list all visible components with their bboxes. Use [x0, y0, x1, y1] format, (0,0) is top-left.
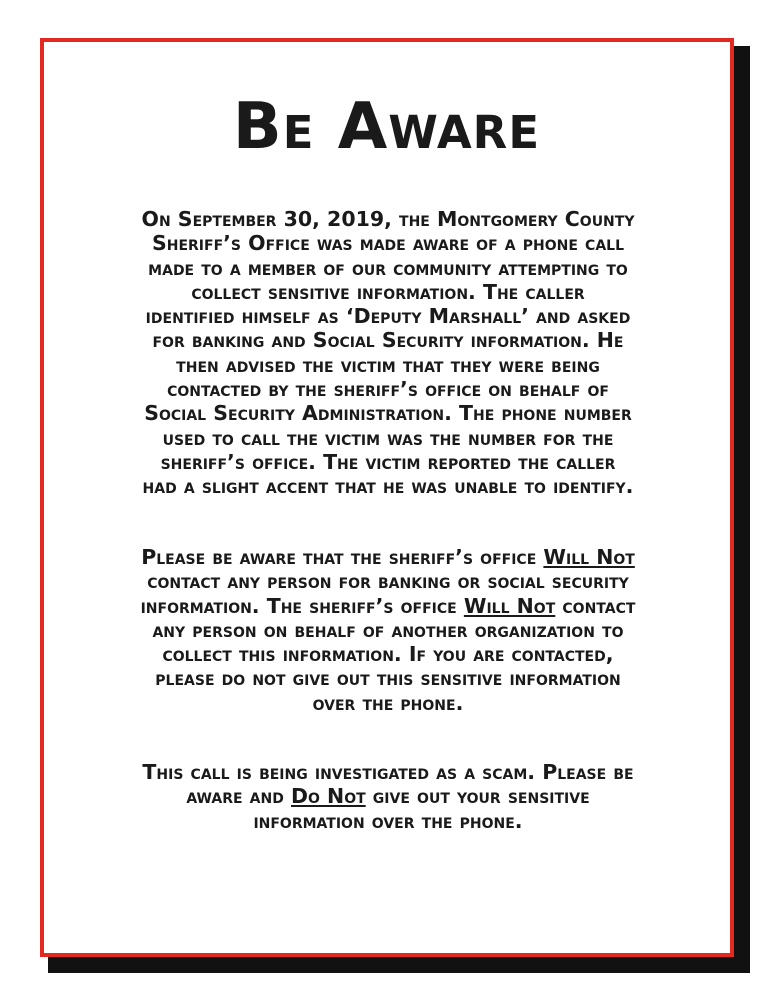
- do-not-emphasis: Do Not: [291, 784, 366, 809]
- paragraph-line: over the phone.: [312, 690, 464, 715]
- paragraph-line: collect this information. If you are contacted,: [162, 642, 614, 667]
- paragraph-line: [78, 594, 698, 618]
- line-text: aware and: [186, 784, 291, 809]
- paragraph-line: contacted by the sheriff’s office on behalf of: [167, 377, 609, 402]
- incident-paragraph: [78, 207, 698, 499]
- notice-title: Be Aware: [232, 90, 541, 164]
- paragraph-line: please do not give out this sensitive information: [155, 666, 621, 691]
- paragraph-line: identified himself as ‘Deputy Marshall’ and asked: [145, 304, 631, 329]
- scam-warning-paragraph: [78, 760, 698, 833]
- paragraph-line: collect sensitive information. The caller: [191, 279, 585, 304]
- paragraph-line: [78, 545, 698, 569]
- paragraph-line: for banking and Social Security information. He: [152, 328, 624, 353]
- paragraph-line: used to call the victim was the number for the: [162, 425, 614, 450]
- line-text: Please be aware that the sheriff’s office: [141, 545, 544, 569]
- line-text: contact: [555, 593, 636, 618]
- paragraph-line: On September 30, 2019, the Montgomery County: [141, 207, 635, 231]
- paragraph-line: any person on behalf of another organization to: [152, 617, 624, 642]
- paragraph-line: [78, 784, 698, 808]
- line-text: information. The sheriff’s office: [140, 593, 464, 618]
- paragraph-line: sheriff’s office. The victim reported the caller: [160, 449, 616, 474]
- paragraph-line: information over the phone.: [253, 808, 523, 833]
- policy-paragraph: [78, 545, 698, 715]
- paragraph-line: had a slight accent that he was unable to identify.: [142, 474, 634, 499]
- paragraph-line: made to a member of our community attempting to: [148, 255, 628, 280]
- paragraph-line: This call is being investigated as a scam. Please be: [142, 760, 634, 784]
- paragraph-line: then advised the victim that they were being: [176, 352, 600, 377]
- paragraph-line: Sheriff’s Office was made aware of a phone call: [151, 231, 625, 256]
- paragraph-line: Social Security Administration. The phone number: [144, 401, 632, 426]
- paragraph-line: contact any person for banking or social security: [147, 569, 629, 594]
- line-text: give out your sensitive: [365, 784, 590, 809]
- will-not-emphasis: Will Not: [463, 593, 556, 618]
- will-not-emphasis: Will Not: [543, 545, 635, 569]
